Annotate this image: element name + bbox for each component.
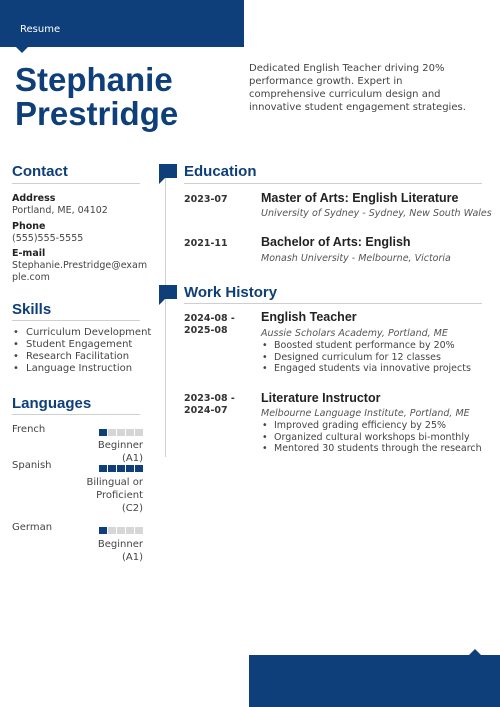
skill-item: • Research Facilitation bbox=[12, 351, 151, 363]
language-name: German bbox=[12, 522, 53, 533]
work-bullet: • Improved grading efficiency by 25% bbox=[261, 420, 482, 432]
language-level bbox=[80, 439, 143, 465]
work-date-start: 2023-08 - bbox=[184, 393, 235, 404]
work-bullet: • Boosted student performance by 20% bbox=[261, 340, 471, 352]
language-rating bbox=[99, 527, 143, 534]
skills-heading: Skills bbox=[12, 301, 52, 318]
timeline-line bbox=[165, 175, 166, 457]
work-date-end: 2025-08 bbox=[184, 325, 228, 336]
work-bullet: • Engaged students via innovative projects bbox=[261, 363, 471, 375]
skills-rule bbox=[12, 320, 140, 321]
rating-dot bbox=[126, 527, 134, 534]
work-bullet: • Designed curriculum for 12 classes bbox=[261, 352, 471, 364]
candidate-name bbox=[15, 63, 178, 131]
address-value: Portland, ME, 04102 bbox=[12, 205, 108, 216]
education-school: Monash University - Melbourne, Victoria bbox=[261, 253, 451, 264]
education-flag-icon bbox=[159, 164, 177, 178]
language-level-line: Beginner (A1) bbox=[97, 539, 143, 563]
work-dates bbox=[184, 393, 254, 417]
rating-dot bbox=[117, 429, 125, 436]
work-bullets bbox=[261, 420, 482, 455]
rating-dot bbox=[135, 527, 143, 534]
language-rating bbox=[99, 429, 143, 436]
language-level-line: (C2) bbox=[121, 503, 143, 514]
footer-bar bbox=[249, 655, 500, 707]
rating-dot bbox=[99, 429, 107, 436]
work-rule bbox=[184, 303, 482, 304]
rating-dot bbox=[135, 429, 143, 436]
rating-dot bbox=[108, 429, 116, 436]
resume-label: Resume bbox=[20, 24, 61, 35]
skill-item: • Student Engagement bbox=[12, 339, 151, 351]
contact-heading: Contact bbox=[12, 163, 68, 180]
language-rating bbox=[99, 465, 143, 472]
rating-dot bbox=[99, 527, 107, 534]
language-name: Spanish bbox=[12, 460, 52, 471]
email-line-1: Stephanie.Prestridge@exam bbox=[12, 260, 148, 271]
work-heading: Work History bbox=[184, 284, 278, 301]
work-role: Literature Instructor bbox=[261, 391, 381, 405]
work-role: English Teacher bbox=[261, 310, 357, 324]
phone-label: Phone bbox=[12, 221, 46, 232]
education-degree: Master of Arts: English Literature bbox=[261, 191, 459, 205]
rating-dot bbox=[117, 527, 125, 534]
rating-dot bbox=[135, 465, 143, 472]
language-level bbox=[80, 476, 143, 515]
languages-rule bbox=[12, 414, 140, 415]
education-date: 2021-11 bbox=[184, 238, 228, 249]
name-last: Prestridge bbox=[15, 95, 179, 132]
professional-summary: Dedicated English Teacher driving 20% performance growth. Expert in comprehensive curriculum design and innovative student engagement strategies. bbox=[249, 63, 466, 113]
work-dates bbox=[184, 313, 254, 337]
rating-dot bbox=[117, 465, 125, 472]
rating-dot bbox=[99, 465, 107, 472]
rating-dot bbox=[126, 465, 134, 472]
work-bullet: • Mentored 30 students through the research bbox=[261, 443, 482, 455]
header-notch bbox=[16, 47, 28, 53]
work-employer: Melbourne Language Institute, Portland, ME bbox=[261, 408, 470, 419]
education-rule bbox=[184, 183, 482, 184]
language-level bbox=[80, 538, 143, 564]
language-level-line: Proficient bbox=[96, 490, 143, 501]
work-date-end: 2024-07 bbox=[184, 405, 228, 416]
contact-rule bbox=[12, 183, 140, 184]
work-bullet: • Organized cultural workshops bi-monthly bbox=[261, 432, 482, 444]
email-value[interactable] bbox=[12, 260, 148, 284]
skill-item: • Curriculum Development bbox=[12, 327, 151, 339]
header-bar bbox=[0, 0, 244, 47]
name-first: Stephanie bbox=[15, 61, 173, 98]
language-level-line: Bilingual or bbox=[86, 477, 143, 488]
address-label: Address bbox=[12, 193, 56, 204]
work-bullets bbox=[261, 340, 471, 375]
work-flag-icon bbox=[159, 285, 177, 299]
rating-dot bbox=[126, 429, 134, 436]
email-label: E-mail bbox=[12, 248, 46, 259]
work-employer: Aussie Scholars Academy, Portland, ME bbox=[261, 328, 448, 339]
email-line-2: ple.com bbox=[12, 272, 50, 283]
language-level-line: Beginner (A1) bbox=[97, 440, 143, 464]
education-heading: Education bbox=[184, 163, 257, 180]
languages-heading: Languages bbox=[12, 395, 92, 412]
education-school: University of Sydney - Sydney, New South Wales bbox=[261, 208, 492, 219]
education-date: 2023-07 bbox=[184, 194, 228, 205]
skills-list bbox=[12, 327, 151, 375]
rating-dot bbox=[108, 465, 116, 472]
work-date-start: 2024-08 - bbox=[184, 313, 235, 324]
language-name: French bbox=[12, 424, 46, 435]
rating-dot bbox=[108, 527, 116, 534]
skill-item: • Language Instruction bbox=[12, 363, 151, 375]
education-degree: Bachelor of Arts: English bbox=[261, 235, 411, 249]
phone-value: (555)555-5555 bbox=[12, 233, 84, 244]
